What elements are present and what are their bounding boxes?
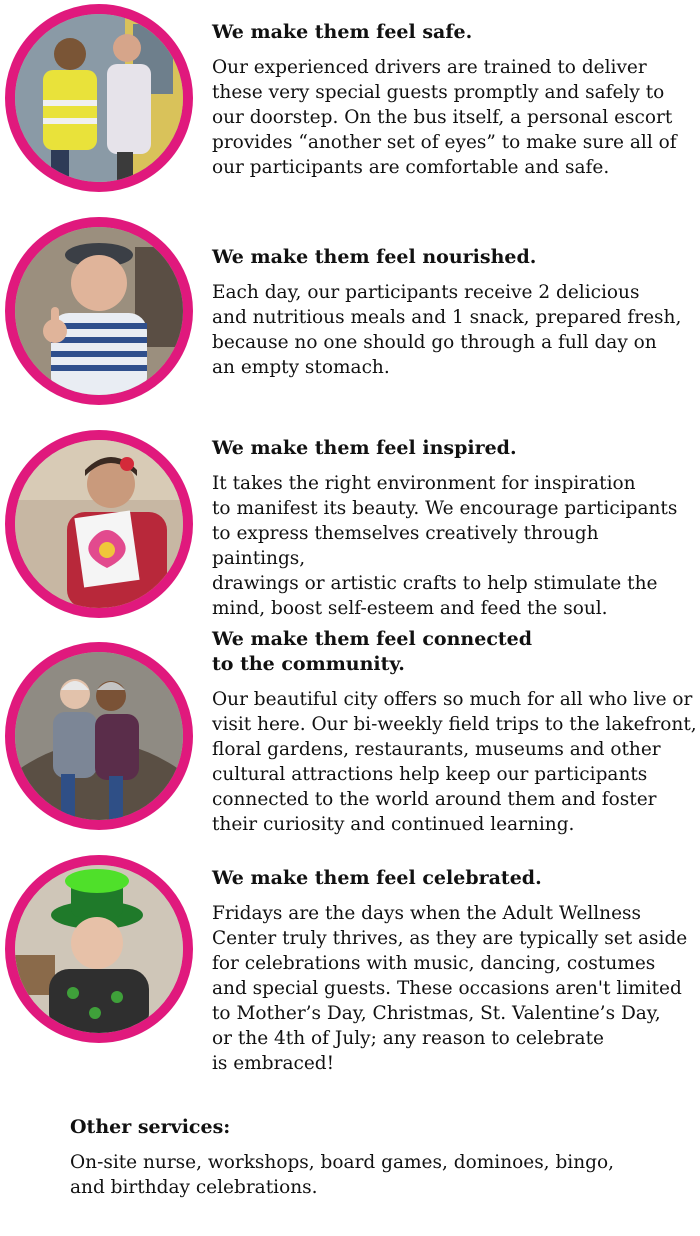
section-heading: We make them feel connected to the community.	[212, 628, 533, 675]
photo-illustration	[15, 652, 183, 820]
section-heading: We make them feel safe.	[212, 21, 473, 43]
section-body: Each day, our participants receive 2 delicious and nutritious meals and 1 snack, prepared fresh, because no one should go through a full day on an empty stomach.	[212, 282, 682, 378]
photo-illustration	[15, 227, 183, 395]
section-body: Our beautiful city offers so much for all who live or visit here. Our bi-weekly field trips to the lakefront, floral gardens, restaurants, museums and other cultural attractions help keep our participants connected to the world around them and foster their curiosity and continued learning.	[212, 689, 697, 835]
section-heading: We make them feel celebrated.	[212, 867, 542, 889]
photo-man-thumbs-up	[5, 217, 193, 405]
section-heading: We make them feel inspired.	[212, 437, 517, 459]
section-body: Fridays are the days when the Adult Wellness Center truly thrives, as they are typically set aside for celebrations with music, dancing, costumes and special guests. These occasions aren't limited to Mother’s Day, Christmas, St. Valentine’s Day, or the 4th of July; any reason to celebrate is embraced!	[212, 903, 688, 1074]
photo-illustration	[15, 14, 183, 182]
photo-illustration	[15, 865, 183, 1033]
section-body: Our experienced drivers are trained to deliver these very special guests promptly and safely to our doorstep. On the bus itself, a personal escort provides “another set of eyes” to make sure all of our participants are comfortable and safe.	[212, 57, 677, 178]
photo-two-women-embracing	[5, 642, 193, 830]
section-heading: We make them feel nourished.	[212, 246, 537, 268]
photo-woman-with-painting	[5, 430, 193, 618]
section-body: It takes the right environment for inspiration to manifest its beauty. We encourage participants to express themselves creatively through paintings, drawings or artistic crafts to help stimulate the mind, boost self-esteem and feed the soul.	[212, 473, 678, 619]
photo-illustration	[15, 440, 183, 608]
other-services-heading: Other services:	[70, 1116, 231, 1138]
other-services	[70, 1115, 670, 1200]
photo-woman-green-hat	[5, 855, 193, 1043]
other-services-body: On-site nurse, workshops, board games, dominoes, bingo, and birthday celebrations.	[70, 1152, 614, 1198]
photo-driver-helping-participant	[5, 4, 193, 192]
